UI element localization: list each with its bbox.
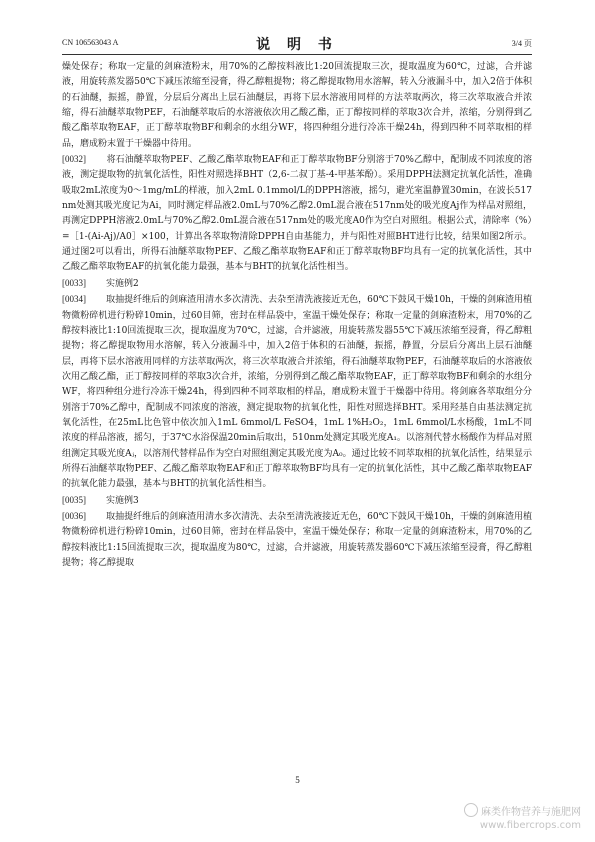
header-divider — [62, 54, 532, 55]
paragraph-text: 取抽提纤维后的剑麻渣用清水多次清洗、去杂至清洗液接近无色，60℃下鼓风干燥10h，干燥的剑麻渣用植物微粉碎机进行粉碎10min，过60目筛，密封在样品袋中，室温干燥处保存；称取一定量的剑麻渣粉末，用70%的乙醇按料液比1:15回流提取三次，提取温度为80℃，过滤，合并滤液，用旋转蒸发器60℃下减压浓缩至浸膏，得乙醇粗提物；将乙醇提取 — [62, 511, 532, 568]
paragraph-0034 — [62, 292, 532, 492]
page-indicator: 3/4 页 — [511, 39, 532, 48]
page-header — [62, 36, 532, 52]
paragraph-text: 将石油醚萃取物PEF、乙酸乙酯萃取物EAF和正丁醇萃取物BF分别溶于70%乙醇中，配制成不同浓度的溶液，测定提取物的抗氧化活性，阳性对照选择BHT（2,6-二叔丁基-4-甲基苯酚）。采用DPPH法测定抗氧化活性，准确吸取2mL浓度为0～1mg/mL的样液，加入2mL 0.1mmol/L的DPPH溶液，摇匀，避光室温静置30min，在波长517nm处测其吸光度记为Ai，同时测定样品液2.0mL与70%乙醇2.0mL混合液在517nm处的吸光度Aj作为样品对照组，再测定DPPH溶液2.0mL与70%乙醇2.0mL混合液在517nm处的吸光度A0作为空白对照组。根据公式，清除率（%）=［1-(Ai-Aj)/A0］×100，计算出各萃取物清除DPPH自由基能力，并与阳性对照BHT进行比较，结果如图2所示。通过图2可以看出，所得石油醚萃取物PEF、乙酸乙酯萃取物EAF和正丁醇萃取物BF均具有一定的抗氧化活性，其中乙酸乙酯萃取物EAF的抗氧化能力最强，基本与BHT的抗氧化活性相当。 — [62, 155, 532, 273]
paragraph-text: 取抽提纤维后的剑麻渣用清水多次清洗、去杂至清洗液接近无色，60℃下鼓风干燥10h，干燥的剑麻渣用植物微粉碎机进行粉碎10min，过60目筛，密封在样品袋中，室温干燥处保存；称取一定量的剑麻渣粉末，用70%的乙醇按料液比1:10回流提取三次，提取温度为70℃，过滤，合并滤液，用旋转蒸发器55℃下减压浓缩至浸膏，得乙醇粗提物；将乙醇提取物用水溶解，转入分液漏斗中，加入2倍于体积的石油醚，振摇，静置，分层后分离出上层石油醚层，再将下层水溶液用同样的方法萃取两次，将三次萃取液合并浓缩，得石油醚萃取物PEF，石油醚萃取后的水溶液依次用乙酸乙酯，正丁醇按同样的萃取3次合并，浓缩，分别得到乙酸乙酯萃取物EAF，正丁醇萃取物BF和剩余的水组分WF，将四种组分进行冷冻干燥24h，得到四种不同萃取相的样品，磨成粉末置于干燥器中待用。将剑麻各萃取组分分别溶于70%乙醇中，配制成不同浓度的溶液，测定提取物的抗氧化性，阳性对照选择BHT。采用羟基自由基法测定抗氧化活性，在25mL比色管中依次加入1mL 6mmol/L FeSO4，1mL 1%H₂O₂，1mL 6mmol/L水杨酸，1mL不同浓度的样品溶液，摇匀，于37℃水浴保温20min后取出，510nm处测定其吸光度A₁。以溶剂代替水杨酸作为样品对照组测定其吸光度Aⱼ，以溶剂代替样品作为空白对照组测定其吸光度为A₀。通过比较不同萃取相的抗氧化活性，结果显示所得石油醚萃取物PEF、乙酸乙酯萃取物EAF和正丁醇萃取物BF均具有一定的抗氧化活性，其中乙酸乙酯萃取物EAF的抗氧化能力最强，基本与BHT的抗氧化活性相当。 — [62, 295, 532, 490]
paragraph-tag: [0032] — [62, 154, 86, 165]
paragraph-0036 — [62, 509, 532, 571]
paragraph-tag: [0034] — [62, 294, 86, 305]
page-number: 5 — [295, 775, 300, 785]
paragraph-continuation — [62, 60, 532, 152]
paragraph-text: 燥处保存；称取一定量的剑麻渣粉末，用70%的乙醇按料液比1:20回流提取三次，提取温度为60℃，过滤，合并滤液，用旋转蒸发器50℃下减压浓缩至浸膏，得乙醇粗提物；将乙醇提取物用水溶解，转入分液漏斗中，加入2倍于体积的石油醚，振摇，静置，分层后分离出上层石油醚层，再将下层水溶液用同样的方法萃取两次，将三次萃取液合并浓缩，得石油醚萃取物PEF，石油醚萃取后的水溶液依次用乙酸乙酯，正丁醇按同样的萃取3次合并，浓缩，分别得到乙酸乙酯萃取物EAF，正丁醇萃取物BF和剩余的水组分WF，将四种组分进行冷冻干燥24h，得到四种不同萃取相的样品，磨成粉末置于干燥器中待用。 — [62, 62, 532, 149]
watermark-text — [464, 803, 581, 819]
document-body — [62, 60, 532, 571]
watermark-logo-icon — [464, 803, 478, 817]
watermark-url: www.fibercrops.com — [479, 820, 581, 831]
section-heading: 实施例3 — [106, 495, 139, 506]
patent-number: CN 106563043 A — [62, 38, 119, 47]
paragraph-0032 — [62, 152, 532, 276]
paragraph-tag: [0036] — [62, 510, 86, 521]
watermark-label: 麻类作物营养与施肥网 — [481, 807, 581, 818]
paragraph-0033 — [62, 276, 532, 292]
section-heading: 实施例2 — [106, 278, 139, 289]
paragraph-tag: [0033] — [62, 277, 86, 288]
paragraph-0035 — [62, 493, 532, 509]
watermark — [464, 803, 581, 832]
paragraph-tag: [0035] — [62, 494, 86, 505]
document-title: 说 明 书 — [256, 37, 338, 53]
